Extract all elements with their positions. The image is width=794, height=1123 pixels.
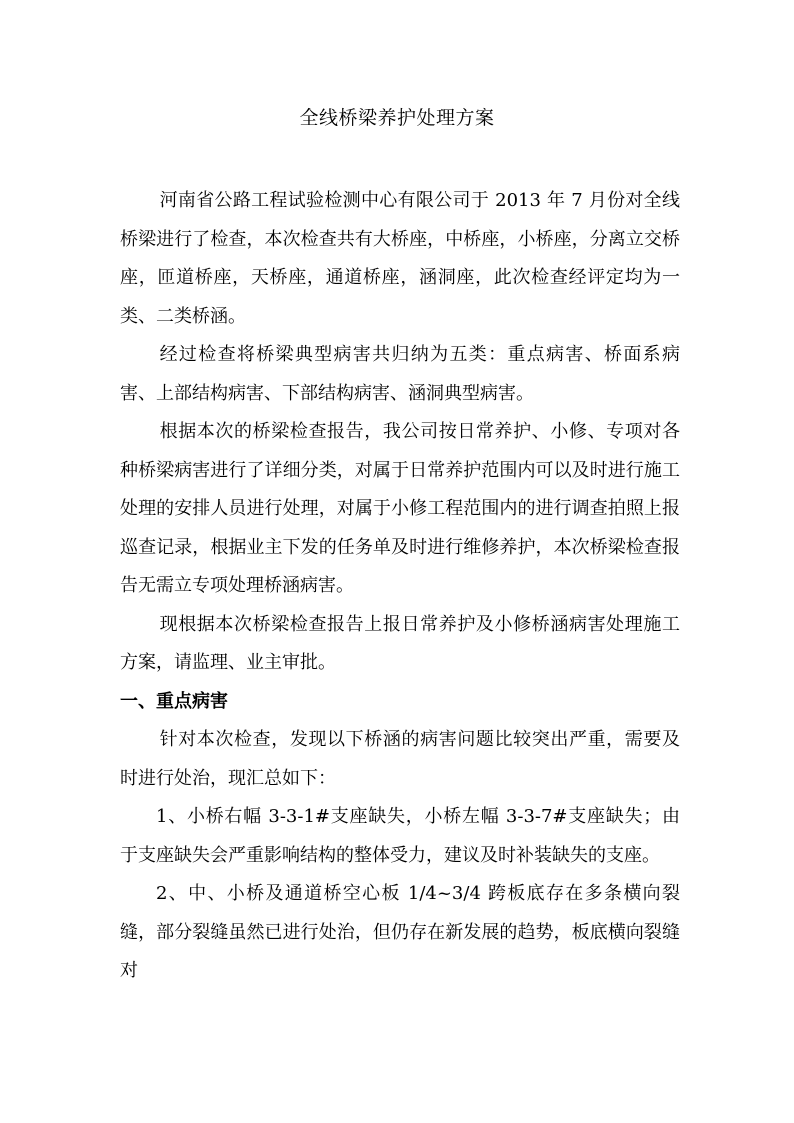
paragraph-classification-method: 根据本次的桥梁检查报告，我公司按日常养护、小修、专项对各种桥梁病害进行了详细分类，对属于日常养护范围内可以及时进行施工处理的安排人员进行处理，对属于小修工程范围内的进行调查拍照上报巡查记录，根据业主下发的任务单及时进行维修养护，本次桥梁检查报告无需立专项处理桥涵病害。 xyxy=(120,421,680,596)
paragraph-defect-categories: 经过检查将桥梁典型病害共归纳为五类：重点病害、桥面系病害、上部结构病害、下部结构病害、涵洞典型病害。 xyxy=(120,344,680,404)
paragraph-submission: 现根据本次桥梁检查报告上报日常养护及小修桥涵病害处理施工方案，请监理、业主审批。 xyxy=(120,613,680,673)
document-title: 全线桥梁养护处理方案 xyxy=(299,107,495,129)
paragraph-inspection-overview: 河南省公路工程试验检测中心有限公司于 2013 年 7 月份对全线桥梁进行了检查，本次检查共有大桥座，中桥座，小桥座，分离立交桥座，匝道桥座，天桥座，通道桥座，涵洞座，此次检查经评定均为一类、二类桥涵。 xyxy=(120,190,680,327)
section-heading-key-defects: 一、重点病害 xyxy=(120,690,228,712)
list-item-bearing-missing: 1、小桥右幅 3-3-1#支座缺失，小桥左幅 3-3-7#支座缺失；由于支座缺失会严重影响结构的整体受力，建议及时补装缺失的支座。 xyxy=(120,806,680,866)
document-body xyxy=(120,182,680,991)
paragraph-key-defects-intro: 针对本次检查，发现以下桥涵的病害问题比较突出严重，需要及时进行处治，现汇总如下： xyxy=(120,729,680,789)
list-item-transverse-cracks: 2、中、小桥及通道桥空心板 1/4~3/4 跨板底存在多条横向裂缝，部分裂缝虽然已进行处治，但仍存在新发展的趋势，板底横向裂缝对 xyxy=(120,883,680,981)
